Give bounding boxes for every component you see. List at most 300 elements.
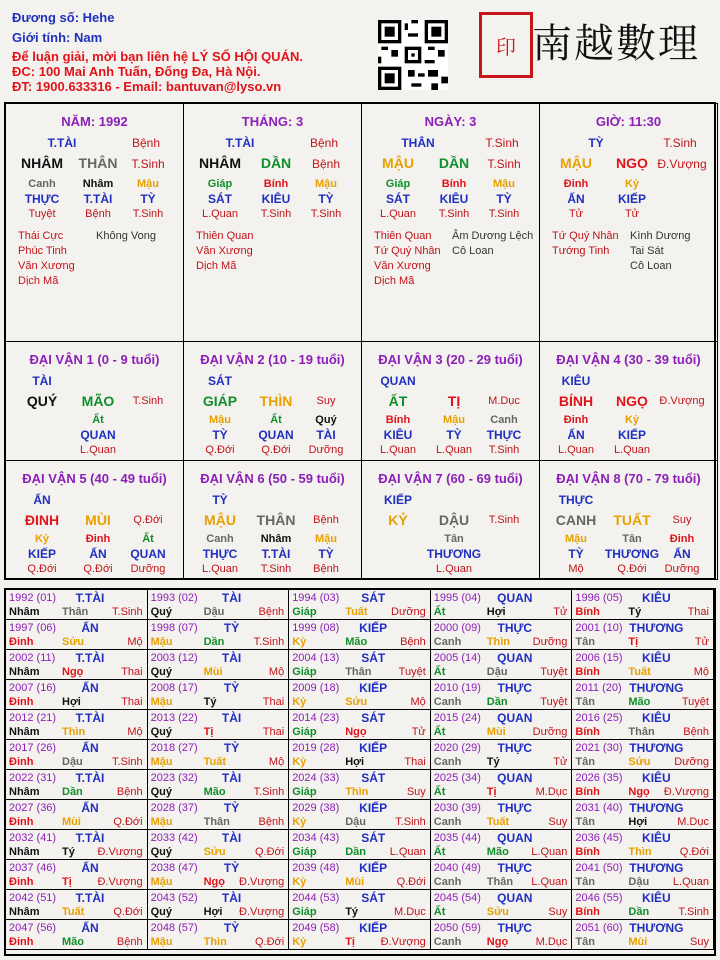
- year-stem: Kỷ: [292, 876, 307, 888]
- year-stem: Canh: [433, 636, 462, 648]
- pillar-stem-state: Đ.Vượng: [657, 157, 707, 171]
- luck-cell: [361, 341, 540, 461]
- year-cell: [288, 799, 431, 830]
- year-stem: Nhâm: [9, 606, 40, 618]
- year-label: 2001 (10): [575, 622, 623, 634]
- year-state: Q.Đới: [254, 936, 285, 948]
- year-state: Đ.Vượng: [97, 846, 143, 858]
- pillar-title: GIỜ: 11:30: [595, 114, 662, 129]
- hidden-state: T.Sinh: [488, 208, 520, 220]
- year-label: 2039 (48): [292, 862, 340, 874]
- year-label: 2026 (35): [575, 772, 623, 784]
- year-label: 2043 (52): [150, 892, 198, 904]
- luck-hidden-stem: Mậu: [209, 414, 231, 426]
- year-god: TỲ: [223, 741, 240, 755]
- year-stem: Bính: [575, 606, 600, 618]
- luck-state: Đ.Vượng: [659, 395, 705, 407]
- star-right: Không Vong: [96, 230, 156, 242]
- year-cell: [147, 919, 290, 950]
- year-state: Suy: [548, 906, 568, 918]
- luck-hidden-state: L.Quan: [613, 444, 651, 456]
- hidden-state: Tuyệt: [28, 208, 56, 220]
- star-right: Tai Sát: [630, 245, 664, 257]
- year-god: TÀI: [221, 891, 242, 905]
- year-branch: Mão: [628, 696, 651, 708]
- year-god: THƯƠNG: [629, 681, 684, 695]
- year-god: ẤN: [81, 921, 99, 935]
- pillar-stem: NHÂM: [21, 155, 63, 171]
- luck-state: Q.Đới: [133, 514, 163, 526]
- year-state: Tử: [553, 756, 568, 768]
- year-god: QUAN: [497, 891, 533, 905]
- year-cell: [147, 709, 290, 740]
- luck-hidden-state: Bệnh: [313, 563, 339, 575]
- year-label: 2049 (58): [292, 922, 340, 934]
- luck-god: QUAN: [380, 374, 416, 388]
- year-state: L.Quan: [672, 876, 709, 888]
- year-branch: Dần: [345, 846, 366, 858]
- year-branch: Thìn: [486, 636, 511, 648]
- year-cell: [571, 739, 714, 770]
- year-god: KIẾP: [359, 621, 388, 635]
- year-label: 2051 (60): [575, 922, 623, 934]
- luck-title: ĐẠI VẬN 1 (0 - 9 tuổi): [29, 352, 160, 367]
- year-branch: Dậu: [345, 816, 366, 828]
- luck-hidden-stem: Ất: [142, 533, 154, 545]
- year-cell: [147, 739, 290, 770]
- star-left: Dịch Mã: [18, 275, 59, 287]
- luck-hidden-stem: Kỷ: [34, 533, 50, 545]
- star-left: Văn Xương: [18, 260, 75, 272]
- year-branch: Tý: [486, 756, 500, 768]
- year-label: 2022 (31): [9, 772, 57, 784]
- luck-hidden-stem: Mậu: [315, 533, 337, 545]
- pillar-god: THÂN: [401, 136, 435, 150]
- year-branch: Mão: [203, 786, 226, 798]
- year-branch: Tị: [62, 876, 72, 888]
- star-left: Thái Cực: [18, 230, 64, 242]
- year-cell: [430, 649, 573, 680]
- hidden-god: TỲ: [496, 192, 512, 206]
- year-cell: [147, 679, 290, 710]
- year-cell: [571, 619, 714, 650]
- year-state: Mộ: [268, 666, 285, 678]
- year-stem: Quý: [150, 726, 172, 738]
- logo-text: 南越數理: [532, 21, 700, 67]
- year-state: T.Sinh: [112, 606, 143, 618]
- year-branch: Sửu: [628, 756, 651, 768]
- year-state: T.Sinh: [253, 636, 285, 648]
- year-branch: Sửu: [62, 636, 85, 648]
- pillar-title: NGÀY: 3: [424, 114, 477, 129]
- year-state: Dưỡng: [532, 636, 568, 648]
- luck-hidden-god: THỰC: [202, 547, 238, 561]
- star-left: Tứ Quý Nhân: [552, 230, 619, 242]
- year-label: 1993 (02): [150, 592, 198, 604]
- year-branch: Mùi: [345, 876, 365, 888]
- luck-god: SÁT: [208, 374, 232, 388]
- year-cell: [430, 709, 573, 740]
- year-cell: [288, 619, 431, 650]
- year-god: KIẾP: [359, 921, 388, 935]
- year-stem: Canh: [433, 756, 462, 768]
- luck-hidden-god: TỲ: [568, 547, 584, 561]
- year-state: Mộ: [410, 696, 426, 708]
- year-branch: Thìn: [203, 936, 227, 948]
- luck-hidden-stem: Canh: [206, 533, 234, 545]
- year-god: ẤN: [81, 801, 99, 815]
- luck-state: T.Sinh: [488, 514, 520, 526]
- year-label: 2042 (51): [9, 892, 57, 904]
- luck-cell: [5, 341, 184, 461]
- luck-hidden-god: ẤN: [567, 428, 585, 442]
- year-cell: [5, 889, 148, 920]
- luck-hidden-god: TỲ: [318, 547, 334, 561]
- year-state: Bệnh: [116, 786, 143, 798]
- year-god: QUAN: [497, 831, 533, 845]
- luck-branch: MÙI: [85, 512, 111, 528]
- star-left: Dịch Mã: [374, 275, 415, 287]
- year-branch: Thân: [628, 726, 655, 738]
- year-state: Bệnh: [400, 636, 426, 648]
- year-stem: Canh: [433, 816, 462, 828]
- year-label: 2048 (57): [150, 922, 198, 934]
- pillar-title: THÁNG: 3: [241, 114, 304, 129]
- pillar-stem: MẬU: [382, 155, 414, 171]
- year-label: 2024 (33): [292, 772, 340, 784]
- luck-hidden-god: TỲ: [446, 428, 462, 442]
- year-label: 2034 (43): [292, 832, 340, 844]
- luck-branch: THÂN: [256, 512, 296, 528]
- year-stem: Mậu: [150, 696, 173, 708]
- year-branch: Mùi: [486, 726, 506, 738]
- year-branch: Thìn: [62, 726, 86, 738]
- year-cell: [5, 799, 148, 830]
- year-cell: [5, 919, 148, 950]
- pillar-branch-state: Bệnh: [309, 136, 339, 150]
- star-right: Cô Loan: [630, 260, 672, 272]
- year-state: Tuyệt: [540, 696, 568, 708]
- year-cell: [147, 589, 290, 620]
- luck-state: Suy: [672, 514, 692, 526]
- year-god: KIÊU: [642, 831, 671, 845]
- year-cell: [5, 589, 148, 620]
- luck-title: ĐẠI VẬN 7 (60 - 69 tuổi): [378, 471, 523, 486]
- luck-hidden-stem: Đinh: [563, 414, 589, 426]
- year-state: Tử: [553, 606, 568, 618]
- year-cell: [571, 589, 714, 620]
- year-branch: Tý: [203, 696, 217, 708]
- year-god: KIẾP: [359, 801, 388, 815]
- year-cell: [288, 829, 431, 860]
- year-state: T.Sinh: [253, 786, 285, 798]
- luck-hidden-stem: Mậu: [565, 533, 587, 545]
- year-stem: Quý: [150, 606, 172, 618]
- luck-hidden-stem: Ất: [270, 414, 282, 426]
- year-label: 2023 (32): [150, 772, 198, 784]
- luck-god: KIÊU: [561, 374, 591, 388]
- year-cell: [147, 829, 290, 860]
- year-branch: Mão: [345, 636, 368, 648]
- luck-hidden-stem: Canh: [490, 414, 518, 426]
- year-label: 2020 (29): [433, 742, 481, 754]
- year-state: Đ.Vượng: [97, 876, 143, 888]
- year-cell: [430, 799, 573, 830]
- year-state: Bệnh: [116, 936, 143, 948]
- luck-cell: [5, 460, 184, 580]
- luck-hidden-god: T.TÀI: [261, 547, 291, 561]
- year-stem: Giáp: [292, 846, 317, 858]
- year-label: 2011 (20): [575, 682, 622, 694]
- hidden-stem: Canh: [28, 178, 56, 190]
- year-branch: Ngọ: [628, 786, 650, 798]
- year-label: 2037 (46): [9, 862, 57, 874]
- year-god: ẤN: [81, 741, 99, 755]
- year-cell: [430, 919, 573, 950]
- year-label: 1998 (07): [150, 622, 198, 634]
- hidden-state: Tử: [624, 208, 640, 220]
- pillar-branch: DẦN: [438, 155, 470, 171]
- luck-hidden-god: ẤN: [89, 547, 107, 561]
- year-branch: Hợi: [345, 756, 365, 768]
- year-state: Dưỡng: [391, 606, 426, 618]
- year-stem: Ất: [433, 726, 446, 738]
- year-branch: Sửu: [345, 696, 368, 708]
- year-state: Mộ: [127, 726, 143, 738]
- year-state: Q.Đới: [679, 846, 709, 858]
- year-state: Tuyệt: [398, 666, 426, 678]
- year-stem: Quý: [150, 906, 172, 918]
- year-state: M.Dục: [535, 936, 568, 948]
- year-stem: Giáp: [292, 726, 317, 738]
- hidden-god: SÁT: [208, 192, 232, 206]
- year-cell: [571, 829, 714, 860]
- year-state: Mộ: [268, 756, 285, 768]
- year-god: KIẾP: [359, 681, 388, 695]
- year-stem: Bính: [575, 906, 600, 918]
- year-label: 2038 (47): [150, 862, 198, 874]
- year-cell: [147, 889, 290, 920]
- year-branch: Dần: [486, 696, 508, 708]
- year-god: QUAN: [497, 651, 533, 665]
- year-stem: Ất: [433, 846, 446, 858]
- year-cell: [147, 649, 290, 680]
- year-state: Thai: [687, 606, 709, 618]
- pillar-branch: NGỌ: [616, 155, 648, 171]
- year-branch: Dậu: [486, 666, 508, 678]
- luck-hidden-state: L.Quan: [201, 563, 239, 575]
- pillar-stem-state: T.Sinh: [487, 157, 521, 171]
- year-god: THƯƠNG: [629, 741, 684, 755]
- year-god: KIẾP: [359, 861, 388, 875]
- year-god: THƯƠNG: [629, 801, 684, 815]
- luck-cell: [539, 460, 718, 580]
- hidden-god: T.TÀI: [83, 192, 113, 206]
- year-cell: [288, 709, 431, 740]
- phone-email: ĐT: 1900.633316 - Email: bantuvan@lyso.vn: [12, 79, 282, 94]
- year-stem: Nhâm: [9, 666, 40, 678]
- year-branch: Tuất: [486, 816, 510, 828]
- year-state: Tử: [694, 636, 709, 648]
- year-label: 1992 (01): [9, 592, 57, 604]
- hidden-god: KIÊU: [261, 192, 291, 206]
- year-branch: Thân: [486, 876, 514, 888]
- year-state: M.Dục: [394, 906, 426, 918]
- hidden-god: THỰC: [24, 192, 60, 206]
- year-label: 1997 (06): [9, 622, 57, 634]
- hidden-stem: Giáp: [385, 178, 411, 190]
- year-label: 2046 (55): [575, 892, 623, 904]
- year-label: 2040 (49): [433, 862, 481, 874]
- year-branch: Dậu: [203, 606, 225, 618]
- luck-stem: ĐINH: [24, 512, 60, 528]
- luck-hidden-god: THƯƠNG: [604, 547, 660, 561]
- luck-god: KIẾP: [383, 493, 413, 507]
- year-stem: Giáp: [292, 666, 317, 678]
- year-label: 2030 (39): [433, 802, 481, 814]
- year-branch: Dần: [203, 636, 225, 648]
- luck-title: ĐẠI VẬN 2 (10 - 19 tuổi): [200, 352, 345, 367]
- year-label: 2017 (26): [9, 742, 57, 754]
- year-cell: [430, 589, 573, 620]
- hidden-state: L.Quan: [201, 208, 239, 220]
- year-state: L.Quan: [531, 876, 568, 888]
- year-state: Đ.Vượng: [239, 906, 285, 918]
- year-god: TỲ: [223, 921, 240, 935]
- yearly-grid: [4, 588, 716, 956]
- year-cell: [5, 859, 148, 890]
- year-god: QUAN: [497, 711, 533, 725]
- year-god: THỰC: [497, 681, 533, 695]
- year-god: THỰC: [497, 921, 533, 935]
- year-state: Bệnh: [258, 606, 285, 618]
- year-label: 2044 (53): [292, 892, 340, 904]
- hidden-stem: Nhâm: [82, 178, 114, 190]
- year-branch: Ngọ: [62, 666, 84, 678]
- year-branch: Dần: [62, 786, 83, 798]
- luck-cell: [183, 460, 362, 580]
- year-state: Thai: [262, 726, 285, 738]
- pillar-cell: [5, 103, 184, 342]
- year-god: TÀI: [221, 771, 242, 785]
- year-state: Bệnh: [258, 816, 285, 828]
- year-branch: Tuất: [628, 666, 651, 678]
- pillar-branch-state: Bệnh: [131, 136, 161, 150]
- year-label: 2000 (09): [433, 622, 481, 634]
- year-god: TỲ: [223, 621, 240, 635]
- hidden-state: Bệnh: [85, 208, 111, 220]
- hidden-stem: Mậu: [315, 178, 337, 190]
- year-label: 2013 (22): [150, 712, 198, 724]
- red-seal-icon: 印: [479, 12, 533, 78]
- year-god: THƯƠNG: [629, 621, 684, 635]
- year-god: TỲ: [223, 801, 240, 815]
- year-stem: Ất: [433, 666, 446, 678]
- luck-stem: GIÁP: [202, 393, 238, 409]
- year-label: 1995 (04): [433, 592, 481, 604]
- luck-hidden-god: ẤN: [673, 547, 691, 561]
- year-label: 2010 (19): [433, 682, 481, 694]
- year-cell: [430, 619, 573, 650]
- year-cell: [288, 589, 431, 620]
- year-branch: Tị: [203, 726, 214, 738]
- year-label: 2036 (45): [575, 832, 623, 844]
- year-stem: Đinh: [9, 636, 34, 648]
- year-cell: [5, 709, 148, 740]
- year-god: SÁT: [361, 651, 386, 665]
- year-state: Suy: [690, 936, 709, 948]
- year-god: KIẾP: [359, 741, 388, 755]
- luck-hidden-state: Dưỡng: [308, 444, 344, 456]
- year-branch: Tuất: [345, 606, 368, 618]
- year-label: 1999 (08): [292, 622, 340, 634]
- year-branch: Thân: [203, 816, 230, 828]
- year-god: QUAN: [497, 591, 533, 605]
- year-label: 2016 (25): [575, 712, 623, 724]
- luck-hidden-god: KIẾP: [27, 547, 57, 561]
- luck-god: TỲ: [212, 493, 228, 507]
- year-cell: [5, 679, 148, 710]
- year-branch: Thân: [345, 666, 372, 678]
- year-god: THỰC: [497, 861, 533, 875]
- luck-hidden-state: Dưỡng: [130, 563, 166, 575]
- year-cell: [571, 769, 714, 800]
- luck-hidden-stem: Tân: [622, 533, 642, 545]
- year-branch: Dậu: [62, 756, 83, 768]
- year-label: 2004 (13): [292, 652, 340, 664]
- year-god: ẤN: [81, 621, 99, 635]
- year-branch: Mão: [486, 846, 509, 858]
- hidden-god: KIÊU: [439, 192, 469, 206]
- year-label: 2027 (36): [9, 802, 57, 814]
- year-god: KIÊU: [642, 651, 671, 665]
- year-branch: Mùi: [62, 816, 81, 828]
- year-stem: Đinh: [9, 876, 34, 888]
- year-cell: [430, 679, 573, 710]
- luck-hidden-state: L.Quan: [79, 444, 117, 456]
- pillar-god: TỲ: [588, 136, 604, 150]
- star-left: Dịch Mã: [196, 260, 237, 272]
- year-state: Tuyệt: [540, 666, 568, 678]
- year-stem: Ất: [433, 606, 446, 618]
- luck-cell: [539, 341, 718, 461]
- year-stem: Kỷ: [292, 636, 307, 648]
- year-label: 2014 (23): [292, 712, 340, 724]
- luck-hidden-stem: Đinh: [669, 533, 695, 545]
- year-label: 2035 (44): [433, 832, 481, 844]
- year-branch: Tý: [628, 606, 642, 618]
- luck-hidden-god: KIÊU: [383, 428, 413, 442]
- year-cell: [571, 649, 714, 680]
- year-state: Thai: [404, 756, 426, 768]
- year-god: QUAN: [497, 771, 533, 785]
- luck-branch: TUẤT: [613, 512, 651, 528]
- year-cell: [5, 619, 148, 650]
- pillar-stem-state: Bệnh: [311, 157, 341, 171]
- luck-hidden-state: Mộ: [568, 563, 584, 575]
- year-god: TÀI: [221, 831, 242, 845]
- year-cell: [288, 649, 431, 680]
- year-branch: Tị: [345, 936, 355, 948]
- qr-code-icon: [378, 20, 448, 90]
- year-god: T.TÀI: [75, 711, 105, 725]
- year-branch: Mùi: [203, 666, 223, 678]
- year-branch: Thìn: [628, 846, 652, 858]
- luck-hidden-god: THỰC: [486, 428, 522, 442]
- year-stem: Giáp: [292, 606, 317, 618]
- pillar-stem: MẬU: [560, 155, 592, 171]
- hidden-stem: Đinh: [563, 178, 589, 190]
